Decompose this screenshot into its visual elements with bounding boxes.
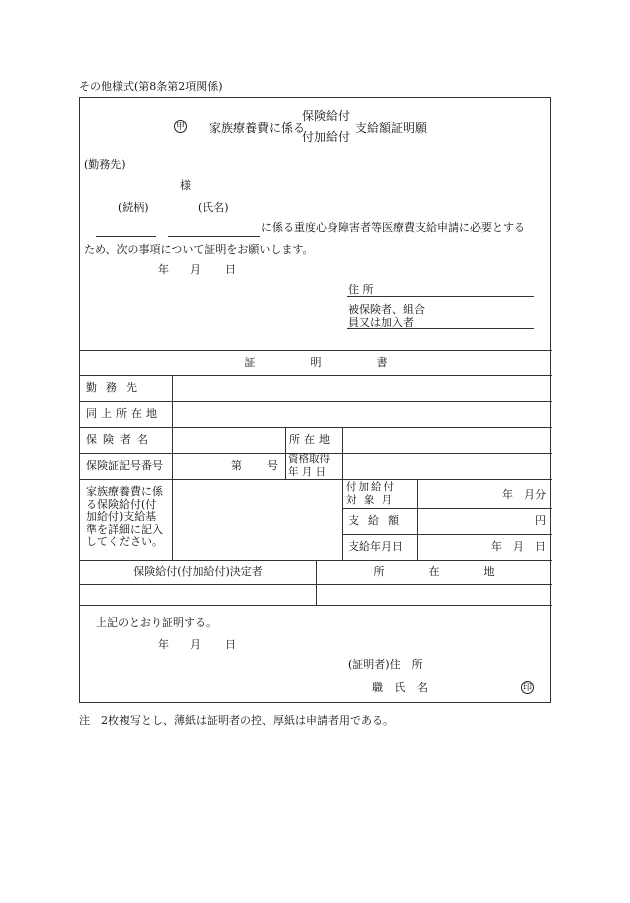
label-extra-month-2: 対 象 月	[346, 494, 395, 506]
vline-label-col	[172, 375, 173, 479]
label-go: 号	[267, 459, 278, 472]
divider-7	[342, 534, 552, 535]
form-reference: その他様式(第8条第2項関係)	[79, 80, 223, 93]
label-workplace: 勤務先	[86, 381, 146, 394]
insured-line1: 被保険者、組合	[348, 303, 425, 316]
relation-blank[interactable]	[96, 236, 156, 237]
relation-label: (続柄)	[118, 201, 149, 214]
divider-cert-top	[80, 350, 552, 351]
value-year-month-portion: 年 月分	[502, 488, 546, 501]
title-option-extra: 付加給付	[302, 130, 351, 144]
label-insurer-location: 所在地	[289, 433, 334, 446]
divider-10	[80, 605, 552, 606]
family-criteria-instructions	[86, 486, 172, 549]
label-extra-month-1: 付加給付	[346, 481, 396, 493]
seal-circle: 印	[522, 683, 532, 693]
value-ymd: 年 月 日	[491, 540, 546, 553]
footnote: 注 2枚複写とし、薄紙は証明者の控、厚紙は申請者用である。	[79, 714, 394, 727]
label-payment-amount: 支給額	[348, 514, 408, 527]
criteria-line: 加給付)支給基	[86, 510, 157, 524]
name-label: (氏名)	[198, 201, 229, 214]
divider-6	[342, 508, 552, 509]
divider-3	[80, 427, 552, 428]
label-decider: 保険給付(付加給付)決定者	[133, 565, 263, 578]
request-date-month: 月	[190, 263, 201, 276]
form-frame	[79, 97, 551, 703]
sama-label: 様	[180, 179, 191, 192]
vline-mid-col	[285, 427, 286, 479]
insured-line2: 員又は加入者	[348, 316, 414, 329]
workplace-label: (勤務先)	[84, 158, 126, 171]
request-date-day: 日	[225, 263, 236, 276]
vline-mid-col-2	[342, 427, 343, 479]
criteria-line: 家族療養費に係	[86, 485, 163, 498]
divider-5	[80, 479, 552, 480]
vline-right-value	[417, 479, 418, 560]
label-dai: 第	[231, 459, 242, 472]
certifier-title-name-label: 職 氏 名	[372, 681, 432, 694]
cert-date-day: 日	[225, 638, 236, 651]
label-payment-date: 支給年月日	[348, 540, 403, 553]
criteria-line: してください。	[86, 535, 163, 549]
title-option-insurance: 保険給付	[302, 109, 351, 123]
criteria-line: 準を詳細に記入	[86, 522, 163, 536]
label-card-number: 保険証記号番号	[86, 459, 163, 472]
certifier-address-label: (証明者)住 所	[348, 658, 423, 671]
stamp-circle: 甲	[175, 122, 185, 132]
cert-statement: 上記のとおり証明する。	[96, 616, 217, 629]
label-qual-date-2: 年 月 日	[288, 466, 327, 478]
label-decider-location: 所 在 地	[373, 565, 495, 578]
label-qual-date-1: 資格取得	[288, 453, 330, 465]
vline-right-block	[342, 479, 343, 560]
request-date-year: 年	[158, 263, 169, 276]
divider-1	[80, 375, 552, 376]
divider-2	[80, 401, 552, 402]
request-body-line2: ため、次の事項について証明をお願いします。	[84, 243, 314, 256]
title-prefix: 家族療養費に係る	[209, 121, 306, 135]
request-body-line1: に係る重度心身障害者等医療費支給申請に必要とする	[261, 221, 525, 234]
address-blank[interactable]	[347, 296, 534, 297]
label-same-address: 同上所在地	[86, 407, 161, 420]
cert-date-month: 月	[190, 638, 201, 651]
cert-title: 証 明 書	[244, 356, 388, 369]
label-insurer-name: 保険者名	[86, 433, 154, 446]
value-yen: 円	[535, 514, 546, 527]
name-blank[interactable]	[168, 236, 260, 237]
title-suffix: 支給額証明願	[355, 121, 428, 135]
vline-decider	[316, 560, 317, 605]
address-label: 住 所	[348, 283, 374, 296]
insured-blank[interactable]	[347, 328, 534, 329]
vline-criteria-col	[172, 479, 173, 560]
cert-date-year: 年	[158, 638, 169, 651]
criteria-line: る保険給付(付	[86, 497, 157, 511]
